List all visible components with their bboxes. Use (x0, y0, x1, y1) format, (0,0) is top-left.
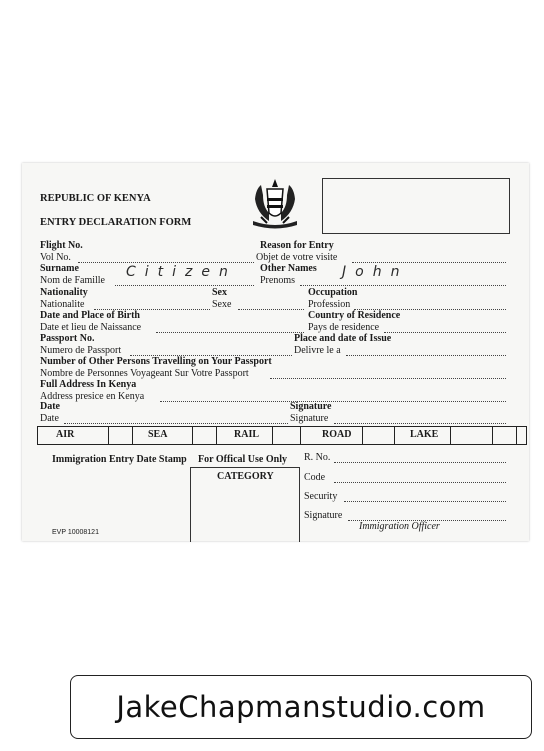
other-names-field[interactable] (300, 285, 506, 286)
persons-label: Number of Other Persons Travelling on Your Passport (40, 356, 272, 367)
r-no-field[interactable] (334, 462, 506, 463)
r-no-label: R. No. (304, 452, 331, 463)
persons-label-fr: Nombre de Personnes Voyageant Sur Votre Passport (40, 368, 249, 379)
category-label: CATEGORY (217, 471, 274, 482)
other-names-label: Other Names (260, 263, 317, 274)
form-title: ENTRY DECLARATION FORM (40, 217, 192, 228)
travel-mode-bar (37, 426, 527, 445)
travel-mode-rail[interactable]: RAIL (234, 429, 260, 440)
nationality-label-fr: Nationalite (40, 299, 85, 310)
issue-label: Place and date of Issue (294, 333, 392, 344)
code-field[interactable] (334, 482, 506, 483)
date-label: Date (40, 401, 60, 412)
address-label-fr: Address presice en Kenya (40, 391, 145, 402)
serial-number: EVP 10008121 (52, 529, 99, 536)
other-names-handwriting: John (342, 264, 409, 280)
flight-label-fr: Vol No. (40, 252, 71, 263)
travel-mode-sea[interactable]: SEA (148, 429, 168, 440)
reason-label: Reason for Entry (260, 240, 334, 251)
surname-label-fr: Nom de Famille (40, 275, 105, 286)
date-field[interactable] (64, 423, 288, 424)
reason-field[interactable] (352, 262, 506, 263)
surname-field[interactable] (115, 285, 254, 286)
passport-label-fr: Numero de Passport (40, 345, 122, 356)
travel-mode-road[interactable]: ROAD (322, 429, 352, 440)
nationality-label: Nationality (40, 287, 88, 298)
country-heading: REPUBLIC OF KENYA (40, 193, 151, 204)
dob-field[interactable] (156, 332, 304, 333)
issue-field[interactable] (346, 355, 506, 356)
sex-field[interactable] (238, 309, 304, 310)
address-label: Full Address In Kenya (40, 379, 137, 390)
officer-label: Immigration Officer (359, 521, 440, 532)
flight-field[interactable] (78, 262, 254, 263)
passport-label: Passport No. (40, 333, 95, 344)
signature-label: Signature (290, 401, 332, 412)
sex-label-fr: Sexe (212, 299, 232, 310)
travel-mode-air[interactable]: AIR (56, 429, 75, 440)
signature-label-fr: Signature (290, 413, 329, 424)
official-signature-label: Signature (304, 510, 343, 521)
security-label: Security (304, 491, 338, 502)
persons-field[interactable] (270, 378, 506, 379)
reason-label-fr: Objet de votre visite (256, 252, 338, 263)
travel-mode-lake[interactable]: LAKE (410, 429, 439, 440)
dob-label: Date and Place of Birth (40, 310, 140, 321)
photo-stamp-box (322, 178, 510, 234)
issue-label-fr: Delivre le a (294, 345, 341, 356)
date-label-fr: Date (40, 413, 59, 424)
watermark-caption: JakeChapmanstudio.com (70, 675, 532, 739)
coat-of-arms-icon (247, 177, 303, 231)
code-label: Code (304, 472, 326, 483)
dob-label-fr: Date et lieu de Naissance (40, 322, 142, 333)
flight-label: Flight No. (40, 240, 83, 251)
surname-handwriting: Citizen (126, 264, 237, 280)
security-field[interactable] (344, 501, 506, 502)
other-names-label-fr: Prenoms (260, 275, 295, 286)
surname-label: Surname (40, 263, 79, 274)
residence-field[interactable] (384, 332, 506, 333)
entry-declaration-form (22, 163, 529, 541)
address-field[interactable] (160, 401, 506, 402)
residence-label-fr: Pays de residence (308, 322, 380, 333)
occupation-label: Occupation (308, 287, 358, 298)
sex-label: Sex (212, 287, 227, 298)
official-use-label: For Offical Use Only (198, 454, 287, 465)
residence-label: Country of Residence (308, 310, 401, 321)
signature-field[interactable] (334, 423, 506, 424)
occupation-label-fr: Profession (308, 299, 351, 310)
stamp-label: Immigration Entry Date Stamp (52, 454, 187, 465)
